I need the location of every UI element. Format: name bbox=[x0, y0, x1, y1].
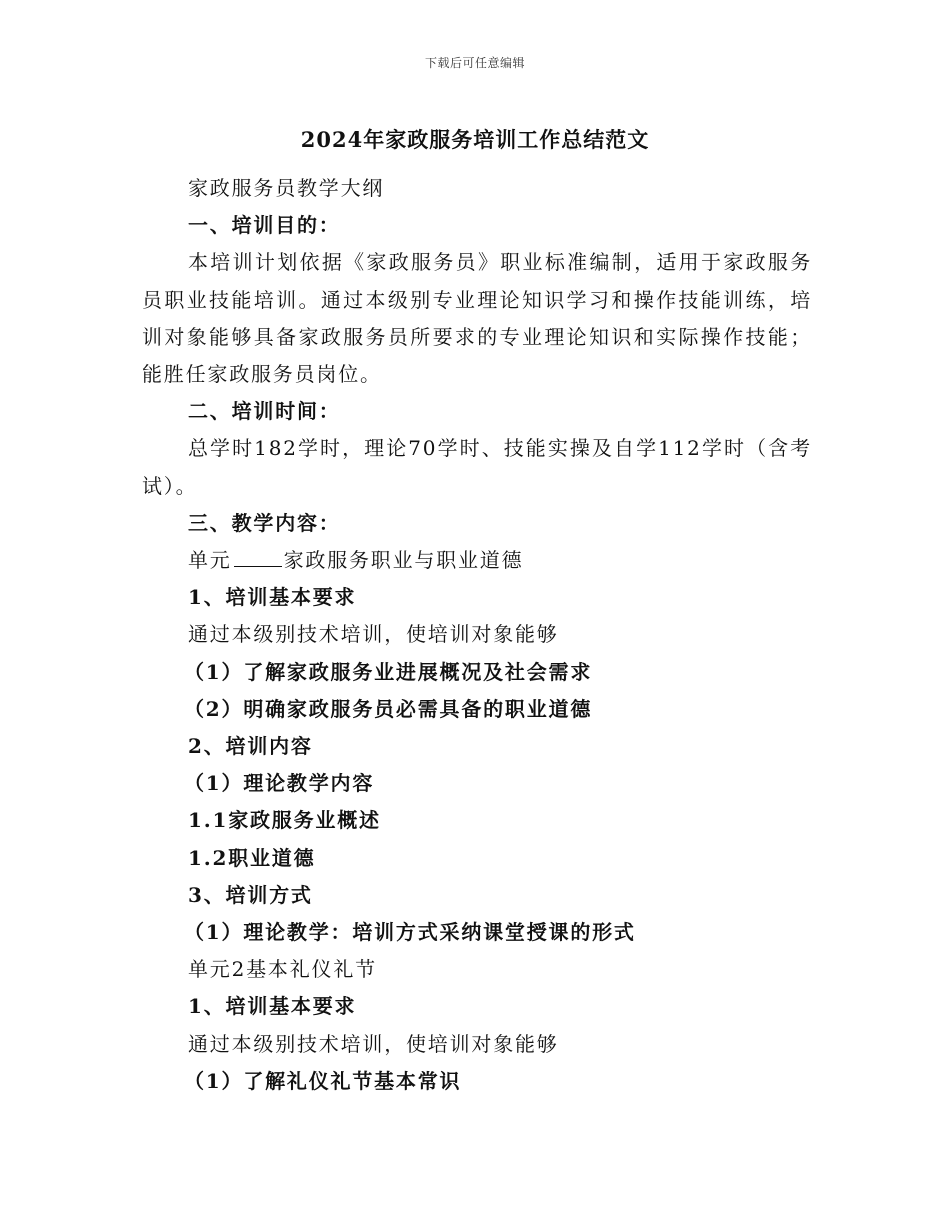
section2-paragraph: 总学时182学时，理论70学时、技能实操及自学112学时（含考试）。 bbox=[142, 436, 812, 498]
unit1-method-item1: （1）理论教学：培训方式采纳课堂授课的形式 bbox=[184, 920, 636, 945]
unit1-title bbox=[142, 542, 812, 579]
section2-heading: 二、培训时间： bbox=[188, 399, 341, 424]
unit2-title: 单元2基本礼仪礼节 bbox=[188, 957, 377, 982]
unit1-req-item2: （2）明确家政服务员必需具备的职业道德 bbox=[184, 696, 593, 721]
unit1-method-heading: 3、培训方式 bbox=[188, 882, 313, 907]
unit1-req-heading: 1、培训基本要求 bbox=[188, 585, 357, 610]
unit2-req-item1: （1）了解礼仪礼节基本常识 bbox=[184, 1068, 462, 1093]
document-body bbox=[142, 170, 812, 1100]
unit1-content-sub1: 1.1家政服务业概述 bbox=[188, 808, 381, 833]
unit1-title-prefix: 单元 bbox=[188, 548, 232, 573]
unit1-content-item1: （1）理论教学内容 bbox=[184, 771, 375, 796]
unit1-content-heading: 2、培训内容 bbox=[188, 734, 313, 759]
unit1-req-item1: （1）了解家政服务业进展概况及社会需求 bbox=[184, 659, 593, 684]
section1-heading: 一、培训目的： bbox=[188, 213, 341, 238]
unit1-title-suffix: 家政服务职业与职业道德 bbox=[283, 548, 524, 573]
unit2-req-intro: 通过本级别技术培训，使培训对象能够 bbox=[188, 1031, 559, 1056]
section1-paragraph: 本培训计划依据《家政服务员》职业标准编制，适用于家政服务员职业技能培训。通过本级别专业理论知识学习和操作技能训练，培训对象能够具备家政服务员所要求的专业理论知识和实际操作技能；能胜任家政服务员岗位。 bbox=[142, 250, 812, 387]
document-title: 2024年家政服务培训工作总结范文 bbox=[300, 127, 650, 152]
unit1-content-sub2: 1.2职业道德 bbox=[188, 845, 316, 870]
unit2-req-heading: 1、培训基本要求 bbox=[188, 994, 357, 1019]
header-note: 下载后可任意编辑 bbox=[424, 56, 525, 70]
unit1-req-intro: 通过本级别技术培训，使培训对象能够 bbox=[188, 622, 559, 647]
unit1-blank-line bbox=[234, 546, 282, 567]
subtitle: 家政服务员教学大纲 bbox=[188, 176, 385, 200]
section3-heading: 三、教学内容： bbox=[188, 510, 341, 535]
